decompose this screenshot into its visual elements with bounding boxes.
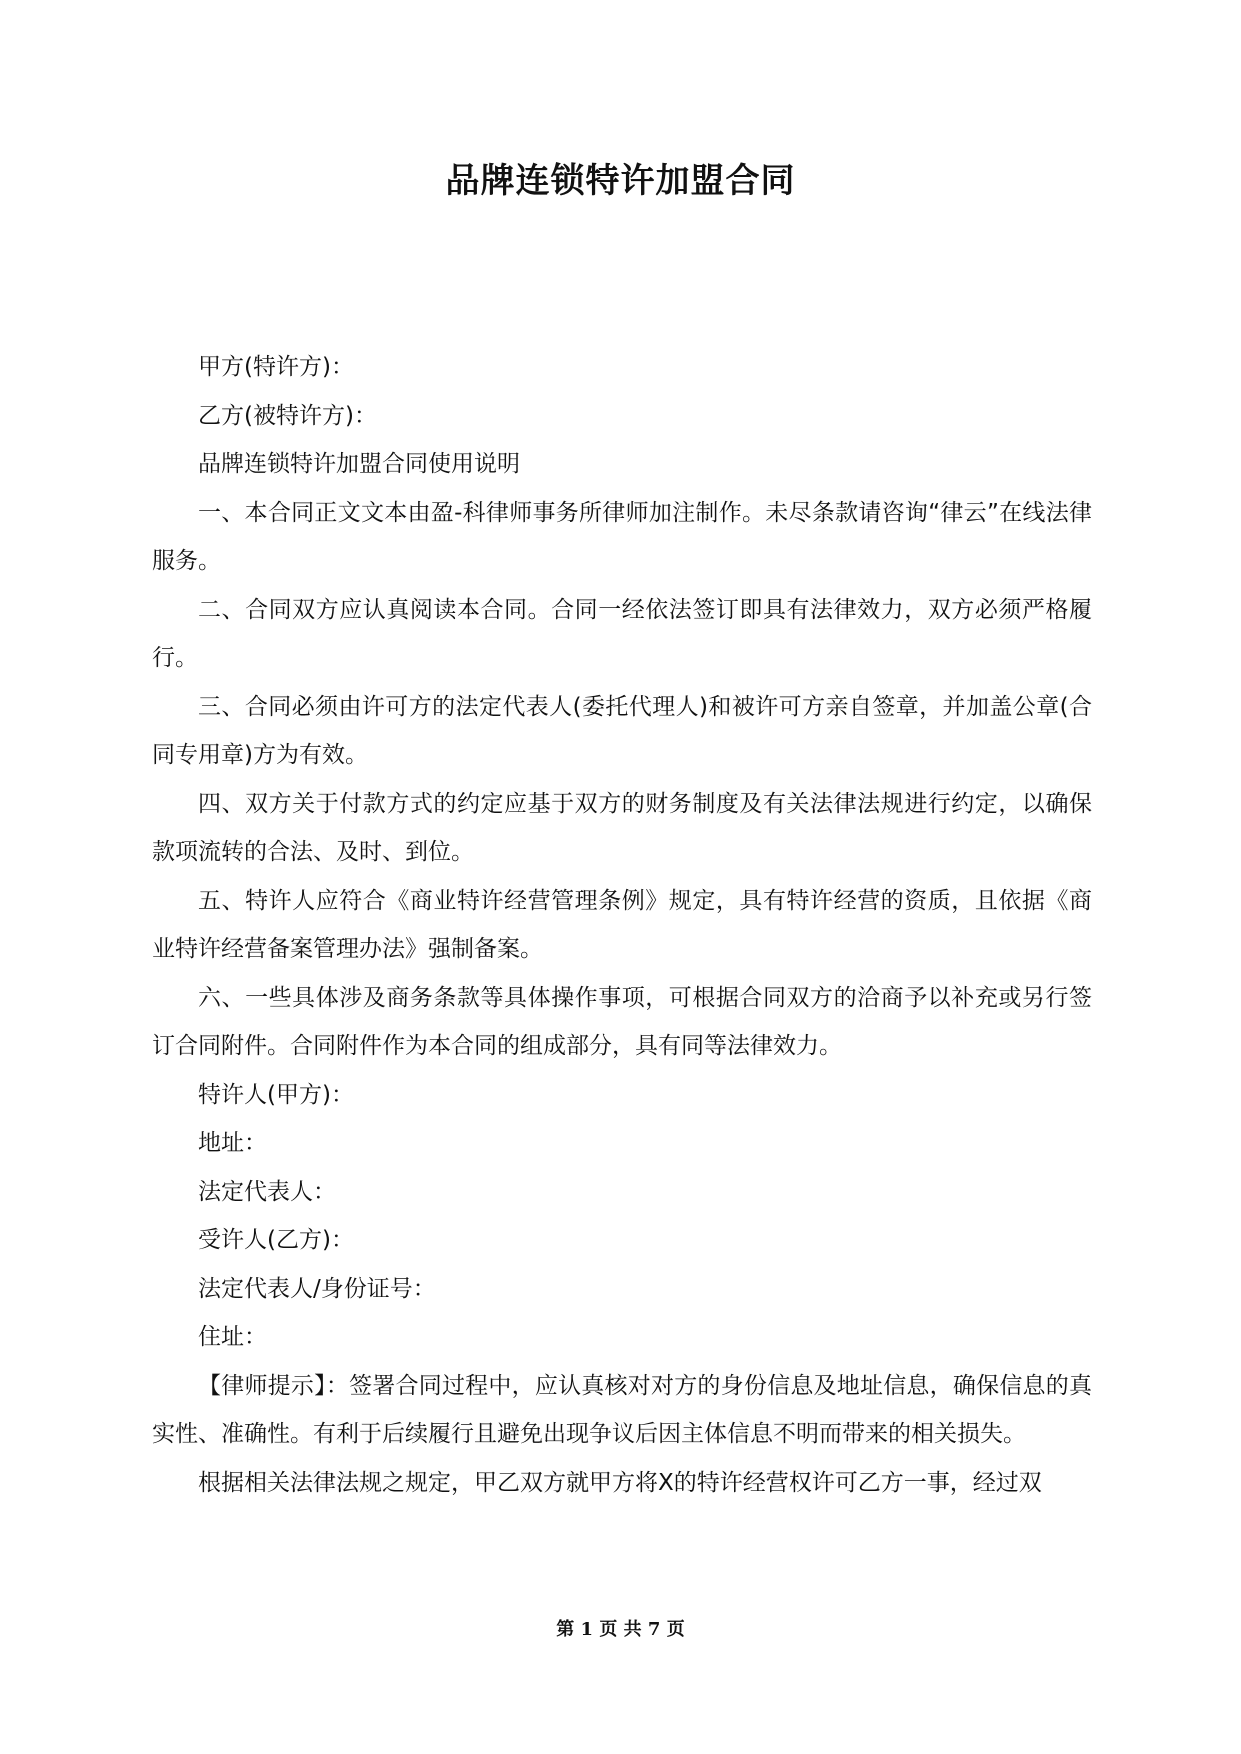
instruction-item-6: 六、一些具体涉及商务条款等具体操作事项，可根据合同双方的洽商予以补充或另行签订合同附件。合同附件作为本合同的组成部分，具有同等法律效力。 — [152, 984, 1092, 1059]
address-line: 地址： — [198, 1130, 267, 1156]
lawyer-tip: 【律师提示】：签署合同过程中，应认真核对对方的身份信息及地址信息，确保信息的真实性、准确性。有利于后续履行且避免出现争议后因主体信息不明而带来的相关损失。 — [152, 1372, 1092, 1447]
page-number-footer — [0, 1618, 1241, 1642]
instruction-item-2: 二、合同双方应认真阅读本合同。合同一经依法签订即具有法律效力，双方必须严格履行。 — [152, 596, 1092, 671]
instruction-item-5: 五、特许人应符合《商业特许经营管理条例》规定，具有特许经营的资质，且依据《商业特许经营备案管理办法》强制备案。 — [152, 887, 1092, 962]
instruction-item-1: 一、本合同正文文本由盈-科律师事务所律师加注制作。未尽条款请咨询“律云”在线法律服务。 — [152, 499, 1092, 574]
document-body — [152, 343, 1092, 1507]
page-prefix: 第 — [556, 1619, 575, 1640]
representative-id-line: 法定代表人/身份证号： — [198, 1275, 436, 1302]
document-title: 品牌连锁特许加盟合同 — [445, 161, 796, 201]
franchisee-line: 受许人(乙方)： — [198, 1227, 354, 1253]
instruction-item-3: 三、合同必须由许可方的法定代表人(委托代理人)和被许可方亲自签章，并加盖公章(合同专用章)方为有效。 — [152, 693, 1092, 768]
total-pages-number: 7 — [647, 1619, 661, 1640]
instructions-heading: 品牌连锁特许加盟合同使用说明 — [198, 451, 520, 477]
current-page-number: 1 — [580, 1619, 594, 1640]
legal-representative-line: 法定代表人： — [198, 1178, 336, 1205]
residence-line: 住址： — [198, 1324, 267, 1350]
instruction-item-4: 四、双方关于付款方式的约定应基于双方的财务制度及有关法律法规进行约定，以确保款项流转的合法、及时、到位。 — [152, 790, 1092, 865]
franchisor-line: 特许人(甲方)： — [198, 1081, 354, 1108]
page-middle-text: 页 共 — [599, 1619, 642, 1640]
party-b-line: 乙方(被特许方)： — [198, 402, 377, 429]
agreement-preamble: 根据相关法律法规之规定，甲乙双方就甲方将X的特许经营权许可乙方一事，经过双 — [198, 1469, 1042, 1496]
page-suffix: 页 — [666, 1619, 685, 1640]
party-a-line: 甲方(特许方)： — [198, 354, 354, 380]
